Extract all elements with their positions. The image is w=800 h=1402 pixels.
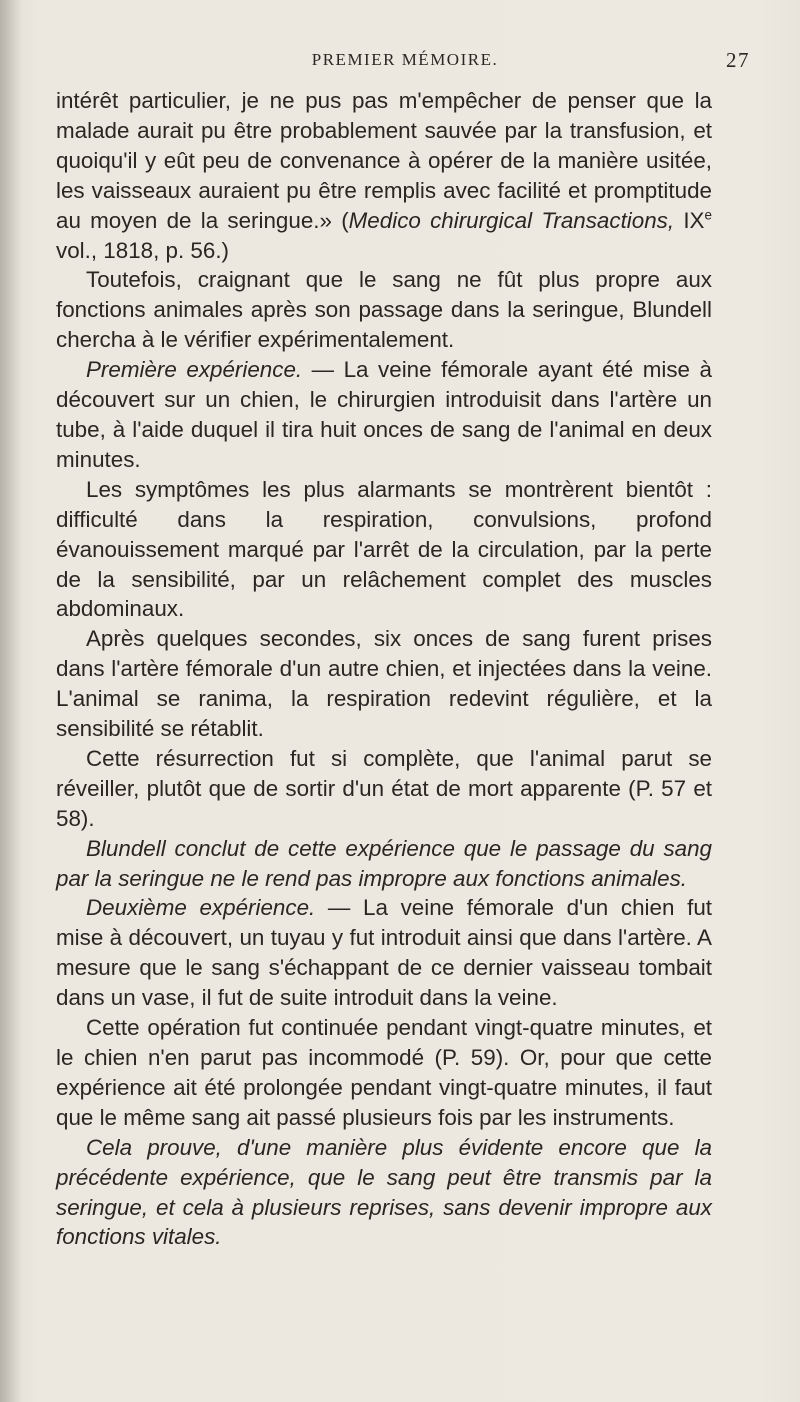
paragraph-quote-end — [56, 86, 712, 265]
page-text — [56, 86, 712, 1252]
citation-volume: IX — [674, 207, 705, 233]
paragraph-second-experiment — [56, 893, 712, 1013]
page-number: 27 — [726, 48, 750, 72]
paragraph-duration: Cette opération fut continuée pendant vingt-quatre minutes, et le chien n'en parut pas incommodé (P. 59). Or, pour que cette expérience ait été prolongée pendant vingt-quatre minutes, il faut que le même sang ait passé plusieurs fois par les instruments. — [56, 1015, 712, 1130]
first-experiment-text: — La veine fémorale ayant été mise à découvert sur un chien, le chirurgien introduisit dans l'artère un tube, à l'aide duquel il tira huit onces de sang de l'animal en deux minutes. — [56, 357, 712, 472]
second-experiment-text: — La veine fémorale d'un chien fut mise à découvert, un tuyau y fut introduit ainsi que dans l'artère. A mesure que le sang s'échappant de ce dernier vaisseau tombait dans un vase, il fut de suite introduit dans la veine. — [56, 895, 713, 1011]
second-experiment-label: Deuxième expérience. — [86, 895, 316, 921]
citation-details: vol., 1818, p. 56.) — [56, 237, 230, 263]
paragraph-symptoms: Les symptômes les plus alarmants se montrèrent bientôt : difficulté dans la respiration, convulsions, profond évanouissement marqué par l'arrêt de la circulation, par la perte de la sensibilité, par un relâchement complet des muscles abdominaux. — [56, 476, 712, 622]
page-header — [60, 44, 750, 74]
first-experiment-label: Première expérience. — [86, 357, 303, 383]
running-title: PREMIER MÉMOIRE. — [311, 50, 499, 69]
quote-text: intérêt particulier, je ne pus pas m'empêcher de penser que la malade aurait pu être probablement sauvée par la transfusion, et quoiqu'il y eût peu de convenance à opérer de la manière usitée, les vaisseaux auraient pu être remplis avec facilité et promptitude au moyen de la seringue.» ( — [56, 88, 712, 233]
citation-volume-superscript: e — [704, 207, 712, 223]
paragraph-first-experiment — [56, 355, 712, 475]
paragraph-second-conclusion: Cela prouve, d'une manière plus évidente encore que la précédente expérience, que le sang peut être transmis par la seringue, et cela à plusieurs reprises, sans devenir impropre aux fonctions vitales. — [56, 1134, 712, 1250]
paragraph-first-conclusion: Blundell conclut de cette expérience que le passage du sang par la seringue ne le rend pas impropre aux fonctions animales. — [56, 835, 712, 891]
spine-shadow — [0, 0, 22, 1402]
paragraph-blundell-intent: Toutefois, craignant que le sang ne fût plus propre aux fonctions animales après son passage dans la seringue, Blundell chercha à le vérifier expérimentalement. — [56, 267, 712, 353]
paragraph-injection: Après quelques secondes, six onces de sang furent prises dans l'artère fémorale d'un autre chien, et injectées dans la veine. L'animal se ranima, la respiration redevint régulière, et la sensibilité se rétablit. — [56, 626, 712, 742]
citation-title: Medico chirurgical Transactions, — [348, 207, 675, 233]
paragraph-resurrection: Cette résurrection fut si complète, que l'animal parut se réveiller, plutôt que de sortir d'un état de mort apparente (P. 57 et 58). — [56, 745, 712, 831]
